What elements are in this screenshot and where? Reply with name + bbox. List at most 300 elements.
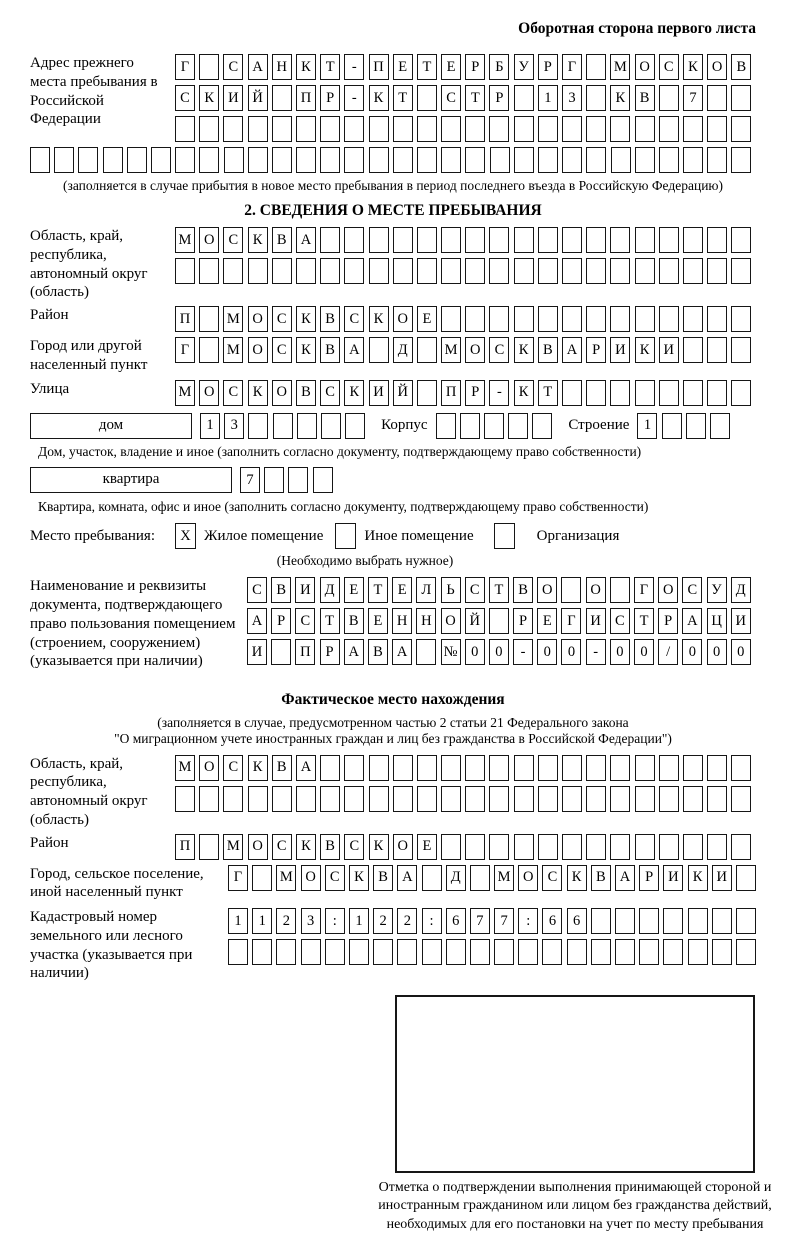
char-box[interactable]: 2 bbox=[373, 908, 393, 934]
char-box[interactable] bbox=[441, 786, 461, 812]
char-box[interactable] bbox=[494, 939, 514, 965]
char-box[interactable] bbox=[639, 908, 659, 934]
char-box[interactable]: М bbox=[276, 865, 296, 891]
char-box[interactable]: К bbox=[567, 865, 587, 891]
char-box[interactable] bbox=[663, 908, 683, 934]
char-box[interactable]: В bbox=[271, 577, 291, 603]
char-box[interactable] bbox=[465, 258, 485, 284]
char-box[interactable] bbox=[707, 786, 727, 812]
char-box[interactable]: 0 bbox=[537, 639, 557, 665]
char-box[interactable] bbox=[369, 147, 389, 173]
char-box[interactable] bbox=[542, 939, 562, 965]
char-box[interactable] bbox=[369, 227, 389, 253]
char-box[interactable]: Т bbox=[465, 85, 485, 111]
char-box[interactable] bbox=[127, 147, 147, 173]
char-box[interactable] bbox=[538, 116, 558, 142]
char-box[interactable] bbox=[175, 258, 195, 284]
char-box[interactable]: В bbox=[320, 834, 340, 860]
char-box[interactable] bbox=[470, 865, 490, 891]
char-box[interactable] bbox=[441, 227, 461, 253]
char-box[interactable] bbox=[538, 834, 558, 860]
char-box[interactable]: 0 bbox=[634, 639, 654, 665]
char-box[interactable]: В bbox=[344, 608, 364, 634]
char-box[interactable] bbox=[465, 306, 485, 332]
char-box[interactable]: А bbox=[392, 639, 412, 665]
char-box[interactable]: Н bbox=[272, 54, 292, 80]
char-box[interactable] bbox=[610, 227, 630, 253]
char-box[interactable]: 3 bbox=[562, 85, 582, 111]
char-box[interactable] bbox=[54, 147, 74, 173]
char-box[interactable] bbox=[659, 227, 679, 253]
char-box[interactable] bbox=[707, 258, 727, 284]
char-box[interactable] bbox=[320, 147, 340, 173]
char-box[interactable]: : bbox=[325, 908, 345, 934]
char-box[interactable] bbox=[683, 306, 703, 332]
char-box[interactable] bbox=[417, 85, 437, 111]
char-box[interactable]: - bbox=[489, 380, 509, 406]
char-box[interactable]: К bbox=[296, 306, 316, 332]
char-box[interactable] bbox=[538, 227, 558, 253]
char-box[interactable]: М bbox=[441, 337, 461, 363]
char-box[interactable]: С bbox=[272, 834, 292, 860]
char-box[interactable] bbox=[635, 380, 655, 406]
char-box[interactable]: А bbox=[344, 337, 364, 363]
char-box[interactable] bbox=[199, 258, 219, 284]
char-box[interactable] bbox=[615, 908, 635, 934]
char-box[interactable] bbox=[659, 116, 679, 142]
char-box[interactable] bbox=[369, 337, 389, 363]
char-box[interactable]: И bbox=[295, 577, 315, 603]
char-box[interactable]: К bbox=[635, 337, 655, 363]
char-box[interactable] bbox=[344, 786, 364, 812]
char-box[interactable]: К bbox=[369, 306, 389, 332]
char-box[interactable]: 6 bbox=[446, 908, 466, 934]
char-box[interactable] bbox=[272, 147, 292, 173]
char-box[interactable] bbox=[175, 786, 195, 812]
char-box[interactable] bbox=[686, 413, 706, 439]
char-box[interactable] bbox=[707, 306, 727, 332]
char-box[interactable] bbox=[707, 85, 727, 111]
char-box[interactable] bbox=[635, 306, 655, 332]
char-box[interactable] bbox=[490, 147, 510, 173]
char-box[interactable] bbox=[586, 147, 606, 173]
char-box[interactable] bbox=[441, 258, 461, 284]
char-box[interactable] bbox=[369, 786, 389, 812]
char-box[interactable]: 0 bbox=[489, 639, 509, 665]
char-box[interactable]: К bbox=[344, 380, 364, 406]
char-box[interactable]: Й bbox=[393, 380, 413, 406]
char-box[interactable] bbox=[567, 939, 587, 965]
char-box[interactable] bbox=[586, 306, 606, 332]
char-box[interactable]: И bbox=[610, 337, 630, 363]
char-box[interactable]: 0 bbox=[731, 639, 751, 665]
char-box[interactable]: И bbox=[663, 865, 683, 891]
char-box[interactable] bbox=[591, 908, 611, 934]
char-box[interactable]: К bbox=[296, 54, 316, 80]
char-box[interactable] bbox=[393, 786, 413, 812]
char-box[interactable] bbox=[393, 147, 413, 173]
char-box[interactable] bbox=[369, 116, 389, 142]
char-box[interactable] bbox=[710, 413, 730, 439]
char-box[interactable]: Т bbox=[538, 380, 558, 406]
char-box[interactable]: А bbox=[296, 227, 316, 253]
char-box[interactable] bbox=[271, 639, 291, 665]
char-box[interactable] bbox=[736, 908, 756, 934]
char-box[interactable]: Е bbox=[417, 834, 437, 860]
char-box[interactable] bbox=[683, 834, 703, 860]
char-box[interactable]: П bbox=[175, 834, 195, 860]
char-box[interactable]: Й bbox=[248, 85, 268, 111]
char-box[interactable]: К bbox=[199, 85, 219, 111]
char-box[interactable]: 7 bbox=[683, 85, 703, 111]
char-box[interactable] bbox=[252, 865, 272, 891]
char-box[interactable]: С bbox=[223, 380, 243, 406]
char-box[interactable]: Д bbox=[731, 577, 751, 603]
char-box[interactable] bbox=[465, 227, 485, 253]
char-box[interactable]: И bbox=[369, 380, 389, 406]
char-box[interactable]: Т bbox=[417, 54, 437, 80]
char-box[interactable]: А bbox=[682, 608, 702, 634]
char-box[interactable] bbox=[436, 413, 456, 439]
char-box[interactable] bbox=[659, 834, 679, 860]
char-box[interactable]: О bbox=[441, 608, 461, 634]
char-box[interactable] bbox=[635, 834, 655, 860]
char-box[interactable] bbox=[199, 786, 219, 812]
char-box[interactable]: К bbox=[349, 865, 369, 891]
char-box[interactable] bbox=[514, 116, 534, 142]
char-box[interactable] bbox=[224, 147, 244, 173]
char-box[interactable]: Е bbox=[417, 306, 437, 332]
char-box[interactable] bbox=[532, 413, 552, 439]
char-box[interactable] bbox=[635, 227, 655, 253]
char-box[interactable] bbox=[349, 939, 369, 965]
char-box[interactable] bbox=[707, 116, 727, 142]
char-box[interactable]: Г bbox=[561, 608, 581, 634]
char-box[interactable]: - bbox=[344, 85, 364, 111]
char-box[interactable] bbox=[228, 939, 248, 965]
char-box[interactable] bbox=[344, 755, 364, 781]
char-box[interactable]: С bbox=[659, 54, 679, 80]
char-box[interactable] bbox=[446, 939, 466, 965]
char-box[interactable] bbox=[296, 258, 316, 284]
char-box[interactable] bbox=[659, 380, 679, 406]
char-box[interactable]: К bbox=[248, 227, 268, 253]
char-box[interactable] bbox=[417, 337, 437, 363]
char-box[interactable] bbox=[610, 116, 630, 142]
char-box[interactable] bbox=[586, 85, 606, 111]
char-box[interactable]: В bbox=[320, 337, 340, 363]
char-box[interactable] bbox=[683, 380, 703, 406]
char-box[interactable] bbox=[489, 227, 509, 253]
char-box[interactable]: А bbox=[247, 608, 267, 634]
char-box[interactable]: С bbox=[247, 577, 267, 603]
char-box[interactable]: Е bbox=[441, 54, 461, 80]
char-box[interactable] bbox=[514, 755, 534, 781]
char-box[interactable]: К bbox=[688, 865, 708, 891]
char-box[interactable]: С bbox=[489, 337, 509, 363]
char-box[interactable]: Р bbox=[271, 608, 291, 634]
char-box[interactable]: В bbox=[635, 85, 655, 111]
char-box[interactable] bbox=[707, 227, 727, 253]
char-box[interactable] bbox=[610, 380, 630, 406]
char-box[interactable]: Й bbox=[465, 608, 485, 634]
char-box[interactable] bbox=[441, 755, 461, 781]
char-box[interactable]: О bbox=[537, 577, 557, 603]
char-box[interactable] bbox=[441, 116, 461, 142]
char-box[interactable] bbox=[615, 939, 635, 965]
char-box[interactable] bbox=[562, 306, 582, 332]
char-box[interactable] bbox=[683, 786, 703, 812]
char-box[interactable] bbox=[369, 755, 389, 781]
char-box[interactable] bbox=[736, 865, 756, 891]
char-box[interactable] bbox=[272, 85, 292, 111]
char-box[interactable] bbox=[416, 639, 436, 665]
char-box[interactable] bbox=[175, 147, 195, 173]
char-box[interactable]: М bbox=[175, 380, 195, 406]
char-box[interactable] bbox=[731, 337, 751, 363]
char-box[interactable] bbox=[635, 258, 655, 284]
char-box[interactable] bbox=[659, 786, 679, 812]
char-box[interactable]: О bbox=[199, 227, 219, 253]
char-box[interactable]: 1 bbox=[349, 908, 369, 934]
char-box[interactable] bbox=[272, 786, 292, 812]
char-box[interactable]: С bbox=[325, 865, 345, 891]
char-box[interactable]: О bbox=[658, 577, 678, 603]
char-box[interactable]: К bbox=[514, 337, 534, 363]
char-box[interactable] bbox=[561, 577, 581, 603]
char-box[interactable]: М bbox=[175, 227, 195, 253]
char-box[interactable] bbox=[393, 227, 413, 253]
char-box[interactable]: А bbox=[344, 639, 364, 665]
char-box[interactable] bbox=[272, 258, 292, 284]
char-box[interactable] bbox=[707, 755, 727, 781]
char-box[interactable] bbox=[538, 306, 558, 332]
char-box[interactable]: М bbox=[494, 865, 514, 891]
char-box[interactable] bbox=[731, 834, 751, 860]
char-box[interactable] bbox=[489, 608, 509, 634]
char-box[interactable]: В bbox=[513, 577, 533, 603]
char-box[interactable]: Т bbox=[393, 85, 413, 111]
char-box[interactable] bbox=[610, 786, 630, 812]
char-box[interactable]: В bbox=[272, 755, 292, 781]
char-box[interactable] bbox=[659, 147, 679, 173]
char-box[interactable]: 6 bbox=[542, 908, 562, 934]
char-box[interactable] bbox=[223, 258, 243, 284]
char-box[interactable]: Р bbox=[639, 865, 659, 891]
char-box[interactable] bbox=[465, 147, 485, 173]
char-box[interactable] bbox=[538, 147, 558, 173]
char-box[interactable]: К bbox=[514, 380, 534, 406]
char-box[interactable]: В bbox=[731, 54, 751, 80]
char-box[interactable] bbox=[441, 834, 461, 860]
char-box[interactable] bbox=[248, 116, 268, 142]
char-box[interactable] bbox=[248, 147, 268, 173]
char-box[interactable]: М bbox=[175, 755, 195, 781]
char-box[interactable] bbox=[663, 939, 683, 965]
char-box[interactable] bbox=[417, 755, 437, 781]
char-box[interactable] bbox=[514, 834, 534, 860]
char-box[interactable] bbox=[688, 908, 708, 934]
char-box[interactable] bbox=[489, 116, 509, 142]
char-box[interactable] bbox=[465, 116, 485, 142]
char-box[interactable] bbox=[731, 306, 751, 332]
char-box[interactable]: Д bbox=[320, 577, 340, 603]
char-box[interactable] bbox=[562, 227, 582, 253]
char-box[interactable]: С bbox=[223, 755, 243, 781]
char-box[interactable]: Р bbox=[320, 639, 340, 665]
char-box[interactable]: В bbox=[296, 380, 316, 406]
char-box[interactable]: И bbox=[659, 337, 679, 363]
char-box[interactable]: У bbox=[514, 54, 534, 80]
char-box[interactable] bbox=[683, 755, 703, 781]
char-box[interactable]: - bbox=[513, 639, 533, 665]
char-box[interactable] bbox=[313, 467, 333, 493]
char-box[interactable]: О bbox=[301, 865, 321, 891]
char-box[interactable] bbox=[514, 306, 534, 332]
checkbox-other-premises[interactable] bbox=[335, 523, 356, 549]
char-box[interactable] bbox=[514, 786, 534, 812]
char-box[interactable]: П bbox=[369, 54, 389, 80]
char-box[interactable]: Р bbox=[658, 608, 678, 634]
char-box[interactable]: С bbox=[320, 380, 340, 406]
char-box[interactable]: О bbox=[199, 380, 219, 406]
char-box[interactable] bbox=[586, 755, 606, 781]
char-box[interactable]: 1 bbox=[252, 908, 272, 934]
char-box[interactable] bbox=[586, 116, 606, 142]
char-box[interactable] bbox=[417, 227, 437, 253]
char-box[interactable] bbox=[562, 834, 582, 860]
char-box[interactable]: А bbox=[397, 865, 417, 891]
char-box[interactable]: 2 bbox=[397, 908, 417, 934]
char-box[interactable]: 1 bbox=[228, 908, 248, 934]
char-box[interactable]: С bbox=[223, 54, 243, 80]
char-box[interactable] bbox=[659, 258, 679, 284]
char-box[interactable] bbox=[397, 939, 417, 965]
char-box[interactable] bbox=[562, 147, 582, 173]
char-box[interactable]: / bbox=[658, 639, 678, 665]
char-box[interactable]: С bbox=[175, 85, 195, 111]
char-box[interactable]: О bbox=[465, 337, 485, 363]
char-box[interactable]: И bbox=[712, 865, 732, 891]
char-box[interactable]: 1 bbox=[538, 85, 558, 111]
char-box[interactable] bbox=[489, 834, 509, 860]
char-box[interactable]: Р bbox=[586, 337, 606, 363]
char-box[interactable]: П bbox=[441, 380, 461, 406]
char-box[interactable] bbox=[712, 939, 732, 965]
char-box[interactable] bbox=[562, 380, 582, 406]
char-box[interactable] bbox=[320, 258, 340, 284]
char-box[interactable]: Ц bbox=[707, 608, 727, 634]
char-box[interactable]: К bbox=[248, 380, 268, 406]
char-box[interactable] bbox=[683, 116, 703, 142]
char-box[interactable] bbox=[610, 306, 630, 332]
char-box[interactable] bbox=[611, 147, 631, 173]
char-box[interactable]: А bbox=[615, 865, 635, 891]
char-box[interactable] bbox=[731, 227, 751, 253]
char-box[interactable]: П bbox=[295, 639, 315, 665]
char-box[interactable] bbox=[344, 227, 364, 253]
char-box[interactable] bbox=[417, 258, 437, 284]
char-box[interactable] bbox=[683, 337, 703, 363]
char-box[interactable]: Н bbox=[392, 608, 412, 634]
char-box[interactable] bbox=[610, 577, 630, 603]
char-box[interactable] bbox=[683, 227, 703, 253]
char-box[interactable]: М bbox=[610, 54, 630, 80]
char-box[interactable] bbox=[273, 413, 293, 439]
char-box[interactable]: Е bbox=[537, 608, 557, 634]
char-box[interactable] bbox=[508, 413, 528, 439]
char-box[interactable]: 0 bbox=[465, 639, 485, 665]
char-box[interactable]: Р bbox=[538, 54, 558, 80]
char-box[interactable]: А bbox=[562, 337, 582, 363]
char-box[interactable]: Д bbox=[393, 337, 413, 363]
char-box[interactable]: Т bbox=[320, 608, 340, 634]
char-box[interactable] bbox=[297, 413, 317, 439]
char-box[interactable] bbox=[635, 786, 655, 812]
char-box[interactable] bbox=[441, 306, 461, 332]
char-box[interactable] bbox=[248, 786, 268, 812]
char-box[interactable]: 0 bbox=[561, 639, 581, 665]
char-box[interactable]: О bbox=[393, 306, 413, 332]
char-box[interactable] bbox=[514, 147, 534, 173]
char-box[interactable] bbox=[422, 939, 442, 965]
char-box[interactable]: - bbox=[586, 639, 606, 665]
char-box[interactable]: С bbox=[610, 608, 630, 634]
char-box[interactable] bbox=[586, 258, 606, 284]
char-box[interactable] bbox=[489, 755, 509, 781]
char-box[interactable] bbox=[538, 258, 558, 284]
char-box[interactable] bbox=[344, 116, 364, 142]
char-box[interactable] bbox=[688, 939, 708, 965]
char-box[interactable]: М bbox=[223, 834, 243, 860]
char-box[interactable]: К bbox=[369, 85, 389, 111]
char-box[interactable] bbox=[325, 939, 345, 965]
char-box[interactable]: Е bbox=[392, 577, 412, 603]
char-box[interactable]: В bbox=[272, 227, 292, 253]
char-box[interactable]: : bbox=[422, 908, 442, 934]
char-box[interactable]: 7 bbox=[470, 908, 490, 934]
char-box[interactable] bbox=[223, 786, 243, 812]
char-box[interactable]: О bbox=[248, 306, 268, 332]
char-box[interactable] bbox=[199, 147, 219, 173]
char-box[interactable] bbox=[662, 413, 682, 439]
char-box[interactable] bbox=[248, 258, 268, 284]
char-box[interactable]: К bbox=[248, 755, 268, 781]
char-box[interactable] bbox=[252, 939, 272, 965]
char-box[interactable] bbox=[484, 413, 504, 439]
char-box[interactable] bbox=[301, 939, 321, 965]
char-box[interactable] bbox=[489, 258, 509, 284]
char-box[interactable]: В bbox=[368, 639, 388, 665]
char-box[interactable]: 1 bbox=[637, 413, 657, 439]
char-box[interactable]: Е bbox=[344, 577, 364, 603]
char-box[interactable]: № bbox=[441, 639, 461, 665]
char-box[interactable] bbox=[586, 380, 606, 406]
char-box[interactable] bbox=[103, 147, 123, 173]
char-box[interactable] bbox=[712, 908, 732, 934]
char-box[interactable]: Р bbox=[465, 54, 485, 80]
char-box[interactable] bbox=[538, 786, 558, 812]
char-box[interactable] bbox=[659, 306, 679, 332]
char-box[interactable] bbox=[489, 786, 509, 812]
char-box[interactable] bbox=[321, 413, 341, 439]
char-box[interactable] bbox=[538, 755, 558, 781]
char-box[interactable]: У bbox=[707, 577, 727, 603]
char-box[interactable] bbox=[441, 147, 461, 173]
char-box[interactable] bbox=[175, 116, 195, 142]
char-box[interactable]: Е bbox=[393, 54, 413, 80]
char-box[interactable] bbox=[199, 306, 219, 332]
